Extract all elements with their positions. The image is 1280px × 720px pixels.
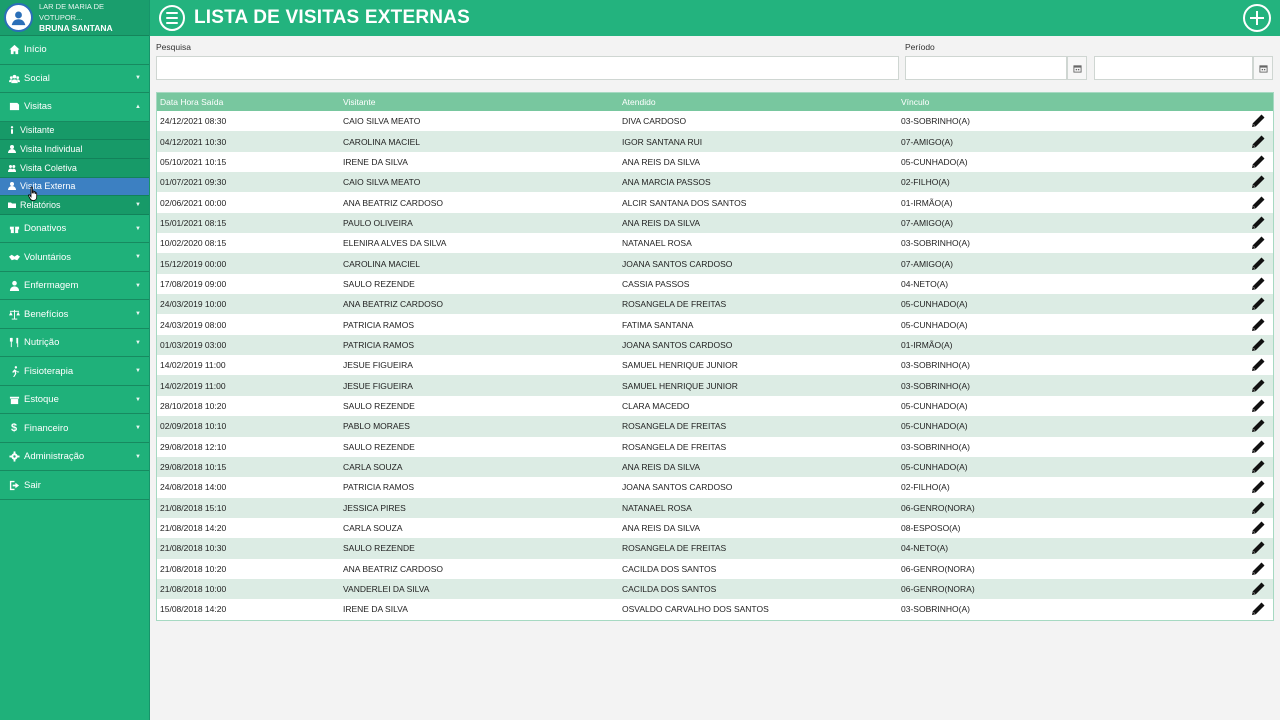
plus-icon [1249, 10, 1265, 26]
sidebar-item-label: Voluntários [24, 251, 72, 263]
edit-button[interactable] [1201, 135, 1273, 149]
sidebar-item-visita-individual[interactable] [0, 140, 149, 159]
page-title: LISTA DE VISITAS EXTERNAS [194, 7, 470, 28]
period-start-calendar-button[interactable] [1067, 56, 1087, 80]
table-row[interactable] [157, 213, 1273, 233]
edit-button[interactable] [1201, 399, 1273, 413]
cell-data-hora-saida: 21/08/2018 10:30 [160, 543, 227, 554]
table-row[interactable] [157, 477, 1273, 497]
cell-visitante: ANA BEATRIZ CARDOSO [343, 299, 443, 310]
hamburger-icon-line [166, 17, 178, 19]
table-row[interactable] [157, 233, 1273, 253]
table-row[interactable] [157, 294, 1273, 314]
sidebar-item-label: Benefícios [24, 308, 69, 320]
chevron-down-icon: ▼ [135, 282, 141, 289]
sidebar-item-label: Estoque [24, 394, 59, 406]
pencil-icon[interactable] [1251, 175, 1265, 189]
search-input[interactable] [156, 56, 899, 80]
pencil-icon[interactable] [1251, 541, 1265, 555]
chevron-down-icon: ▼ [135, 368, 141, 375]
cell-data-hora-saida: 29/08/2018 10:15 [160, 462, 227, 473]
cell-atendido: SAMUEL HENRIQUE JUNIOR [622, 380, 738, 391]
pencil-icon[interactable] [1251, 582, 1265, 596]
sidebar-item-label: Nutrição [24, 337, 60, 349]
sidebar-item-social[interactable] [0, 65, 149, 94]
table-row[interactable] [157, 274, 1273, 294]
cell-visitante: PABLO MORAES [343, 421, 410, 432]
users-icon [7, 73, 21, 84]
table-row[interactable] [157, 396, 1273, 416]
sidebar-item-visita-externa[interactable] [0, 178, 149, 197]
cell-vinculo: 06-GENRO(NORA) [901, 502, 975, 513]
cell-vinculo: 02-FILHO(A) [901, 482, 950, 493]
cell-atendido: IGOR SANTANA RUI [622, 136, 703, 147]
cell-visitante: SAULO REZENDE [343, 400, 415, 411]
pencil-icon[interactable] [1251, 501, 1265, 515]
edit-button[interactable] [1201, 440, 1273, 454]
cell-visitante: ANA BEATRIZ CARDOSO [343, 197, 443, 208]
pencil-icon[interactable] [1251, 521, 1265, 535]
pencil-icon[interactable] [1251, 216, 1265, 230]
cell-vinculo: 06-GENRO(NORA) [901, 563, 975, 574]
cell-vinculo: 05-CUNHADO(A) [901, 319, 968, 330]
table-row[interactable] [157, 253, 1273, 273]
sidebar-menu [0, 36, 149, 500]
cell-atendido: FATIMA SANTANA [622, 319, 694, 330]
cell-data-hora-saida: 01/03/2019 03:00 [160, 339, 227, 350]
sidebar-item-financeiro[interactable] [0, 414, 149, 443]
cell-data-hora-saida: 14/02/2019 11:00 [160, 360, 226, 371]
user-icon [7, 182, 17, 190]
cell-atendido: NATANAEL ROSA [622, 238, 692, 249]
period-start-field[interactable] [905, 56, 1067, 80]
period-end-field[interactable] [1094, 56, 1253, 80]
logo [4, 3, 33, 32]
chevron-down-icon: ▼ [135, 202, 141, 209]
pencil-icon[interactable] [1251, 399, 1265, 413]
cell-atendido: CASSIA PASSOS [622, 278, 690, 289]
cell-vinculo: 03-SOBRINHO(A) [901, 360, 970, 371]
column-header-visitante[interactable]: Visitante [343, 97, 376, 107]
cell-vinculo: 05-CUNHADO(A) [901, 299, 968, 310]
edit-button[interactable] [1201, 155, 1273, 169]
cell-data-hora-saida: 15/12/2019 00:00 [160, 258, 227, 269]
edit-button[interactable] [1201, 114, 1273, 128]
pencil-icon[interactable] [1251, 562, 1265, 576]
periodo-label: Período [905, 42, 935, 52]
cell-visitante: IRENE DA SILVA [343, 156, 408, 167]
cell-visitante: PATRICIA RAMOS [343, 339, 415, 350]
chevron-down-icon: ▼ [135, 339, 141, 346]
cell-data-hora-saida: 02/09/2018 10:10 [160, 421, 227, 432]
cell-vinculo: 03-SOBRINHO(A) [901, 604, 970, 615]
column-header-vinculo[interactable]: Vínculo [901, 97, 930, 107]
table-row[interactable] [157, 335, 1273, 355]
pencil-icon[interactable] [1251, 358, 1265, 372]
pencil-icon[interactable] [1251, 135, 1265, 149]
sidebar-item-label: Visita Individual [20, 144, 83, 155]
sidebar-item-label: Visitante [20, 125, 55, 136]
utensils-icon [7, 337, 21, 348]
balance-scale-icon [7, 309, 21, 320]
cell-atendido: JOANA SANTOS CARDOSO [622, 258, 733, 269]
cell-atendido: ANA REIS DA SILVA [622, 217, 701, 228]
edit-button[interactable] [1201, 175, 1273, 189]
cell-visitante: VANDERLEI DA SILVA [343, 584, 430, 595]
sidebar-item-label: Financeiro [24, 422, 69, 434]
cell-atendido: CLARA MACEDO [622, 400, 690, 411]
cell-data-hora-saida: 24/03/2019 10:00 [160, 299, 227, 310]
pencil-icon[interactable] [1251, 257, 1265, 271]
pencil-icon[interactable] [1251, 602, 1265, 616]
cell-data-hora-saida: 24/12/2021 08:30 [160, 116, 227, 127]
add-button[interactable] [1243, 4, 1271, 32]
table-row[interactable] [157, 131, 1273, 151]
table-row[interactable] [157, 457, 1273, 477]
sidebar-item-label: Administração [24, 451, 85, 463]
cell-visitante: CARLA SOUZA [343, 462, 403, 473]
edit-button[interactable] [1201, 297, 1273, 311]
pencil-icon[interactable] [1251, 480, 1265, 494]
pencil-icon[interactable] [1251, 114, 1265, 128]
pencil-icon[interactable] [1251, 155, 1265, 169]
cell-visitante: SAULO REZENDE [343, 441, 415, 452]
cell-atendido: DIVA CARDOSO [622, 116, 687, 127]
pencil-icon[interactable] [1251, 460, 1265, 474]
cell-vinculo: 03-SOBRINHO(A) [901, 380, 970, 391]
sidebar-item-sair[interactable] [0, 471, 149, 500]
gift-icon [7, 223, 21, 234]
cell-visitante: CARLA SOUZA [343, 523, 403, 534]
cell-atendido: ROSANGELA DE FREITAS [622, 421, 727, 432]
users-icon [7, 164, 17, 172]
cell-atendido: ROSANGELA DE FREITAS [622, 543, 727, 554]
cell-atendido: ROSANGELA DE FREITAS [622, 441, 727, 452]
pencil-icon[interactable] [1251, 419, 1265, 433]
visits-table [156, 92, 1274, 621]
cell-atendido: JOANA SANTOS CARDOSO [622, 482, 733, 493]
cell-data-hora-saida: 24/08/2018 14:00 [160, 482, 227, 493]
hamburger-icon-line [166, 12, 178, 14]
cell-data-hora-saida: 15/08/2018 14:20 [160, 604, 227, 615]
chevron-down-icon: ▼ [135, 311, 141, 318]
user-icon [7, 145, 17, 153]
sidebar-item-donativos[interactable] [0, 215, 149, 244]
table-row[interactable] [157, 111, 1273, 131]
sidebar-item-fisioterapia[interactable] [0, 357, 149, 386]
sidebar-item-label: Fisioterapia [24, 365, 74, 377]
cell-vinculo: 03-SOBRINHO(A) [901, 116, 970, 127]
pencil-icon[interactable] [1251, 440, 1265, 454]
table-row[interactable] [157, 314, 1273, 334]
hamburger-icon-line [166, 22, 178, 24]
cell-vinculo: 01-IRMÃO(A) [901, 197, 953, 208]
gear-icon [7, 451, 21, 462]
cell-visitante: CAROLINA MACIEL [343, 136, 420, 147]
edit-button[interactable] [1201, 602, 1273, 616]
table-row[interactable] [157, 518, 1273, 538]
cell-visitante: JESUE FIGUEIRA [343, 380, 413, 391]
user-name: BRUNA SANTANA [39, 23, 113, 33]
table-row[interactable] [157, 437, 1273, 457]
table-row[interactable] [157, 538, 1273, 558]
sidebar-item-label: Visitas [24, 101, 52, 113]
table-row[interactable] [157, 375, 1273, 395]
edit-button[interactable] [1201, 379, 1273, 393]
chevron-down-icon: ▼ [135, 225, 141, 232]
calendar-icon [1259, 64, 1268, 73]
cell-data-hora-saida: 21/08/2018 10:00 [160, 584, 227, 595]
pencil-icon[interactable] [1251, 318, 1265, 332]
cell-atendido: NATANAEL ROSA [622, 502, 692, 513]
sidebar-item-label: Sair [24, 479, 41, 491]
sidebar [0, 0, 150, 720]
sign-out-icon [7, 480, 21, 491]
cell-atendido: ANA REIS DA SILVA [622, 156, 701, 167]
edit-button[interactable] [1201, 562, 1273, 576]
table-row[interactable] [157, 355, 1273, 375]
sidebar-item-nutricao[interactable] [0, 329, 149, 358]
cell-vinculo: 07-AMIGO(A) [901, 258, 953, 269]
period-end-calendar-button[interactable] [1253, 56, 1273, 80]
cell-vinculo: 04-NETO(A) [901, 543, 949, 554]
edit-button[interactable] [1201, 338, 1273, 352]
cell-atendido: CACILDA DOS SANTOS [622, 563, 717, 574]
table-body [157, 111, 1273, 620]
chevron-down-icon: ▼ [135, 453, 141, 460]
box-icon [7, 394, 21, 405]
cell-data-hora-saida: 02/06/2021 00:00 [160, 197, 227, 208]
table-row[interactable] [157, 416, 1273, 436]
chevron-down-icon: ▼ [135, 75, 141, 82]
sidebar-item-inicio[interactable] [0, 36, 149, 65]
sidebar-item-label: Visita Coletiva [20, 162, 77, 173]
folder-icon [7, 201, 17, 209]
column-header-atendido[interactable]: Atendido [622, 97, 656, 107]
cell-atendido: ALCIR SANTANA DOS SANTOS [622, 197, 747, 208]
pencil-icon[interactable] [1251, 338, 1265, 352]
user-nurse-icon [7, 280, 21, 291]
sidebar-item-administracao[interactable] [0, 443, 149, 472]
org-name: LAR DE MARIA DE VOTUPOR... [39, 2, 105, 22]
edit-button[interactable] [1201, 277, 1273, 291]
cell-visitante: IRENE DA SILVA [343, 604, 408, 615]
table-header [157, 93, 1273, 111]
cell-visitante: ELENIRA ALVES DA SILVA [343, 238, 447, 249]
table-row[interactable] [157, 172, 1273, 192]
cell-visitante: PATRICIA RAMOS [343, 319, 415, 330]
edit-button[interactable] [1201, 419, 1273, 433]
cell-atendido: ROSANGELA DE FREITAS [622, 299, 727, 310]
cell-data-hora-saida: 05/10/2021 10:15 [160, 156, 227, 167]
sidebar-item-label: Início [24, 44, 47, 56]
cell-atendido: ANA MARCIA PASSOS [622, 177, 711, 188]
table-row[interactable] [157, 498, 1273, 518]
cell-visitante: SAULO REZENDE [343, 278, 415, 289]
cell-data-hora-saida: 28/10/2018 10:20 [160, 400, 227, 411]
brand-header [0, 0, 149, 36]
table-row[interactable] [157, 559, 1273, 579]
cell-vinculo: 08-ESPOSO(A) [901, 523, 961, 534]
cell-atendido: SAMUEL HENRIQUE JUNIOR [622, 360, 738, 371]
cell-vinculo: 06-GENRO(NORA) [901, 584, 975, 595]
visitas-submenu [0, 122, 149, 215]
sidebar-item-enfermagem[interactable] [0, 272, 149, 301]
pencil-icon[interactable] [1251, 297, 1265, 311]
cell-data-hora-saida: 01/07/2021 09:30 [160, 177, 227, 188]
dollar-icon: $ [10, 422, 18, 435]
pesquisa-label: Pesquisa [156, 42, 191, 52]
table-row[interactable] [157, 192, 1273, 212]
cell-visitante: CAIO SILVA MEATO [343, 116, 421, 127]
sidebar-item-relatorios[interactable] [0, 196, 149, 215]
hamburger-menu-button[interactable] [159, 5, 185, 31]
cell-vinculo: 05-CUNHADO(A) [901, 421, 968, 432]
cell-data-hora-saida: 04/12/2021 10:30 [160, 136, 227, 147]
sidebar-item-voluntarios[interactable] [0, 243, 149, 272]
sidebar-item-visita-coletiva[interactable] [0, 159, 149, 178]
edit-button[interactable] [1201, 582, 1273, 596]
cell-data-hora-saida: 29/08/2018 12:10 [160, 441, 227, 452]
pencil-icon[interactable] [1251, 196, 1265, 210]
cell-data-hora-saida: 21/08/2018 10:20 [160, 563, 227, 574]
cell-visitante: SAULO REZENDE [343, 543, 415, 554]
cell-atendido: JOANA SANTOS CARDOSO [622, 339, 733, 350]
cell-visitante: CAROLINA MACIEL [343, 258, 420, 269]
edit-button[interactable] [1201, 257, 1273, 271]
chevron-down-icon: ▼ [135, 425, 141, 432]
top-bar [150, 0, 1280, 36]
column-header-data-hora-saida[interactable]: Data Hora Saída [160, 97, 224, 107]
cell-data-hora-saida: 15/01/2021 08:15 [160, 217, 227, 228]
cell-vinculo: 02-FILHO(A) [901, 177, 950, 188]
pencil-icon[interactable] [1251, 379, 1265, 393]
cell-vinculo: 05-CUNHADO(A) [901, 400, 968, 411]
running-icon [7, 366, 21, 377]
cell-data-hora-saida: 10/02/2020 08:15 [160, 238, 227, 249]
cell-vinculo: 01-IRMÃO(A) [901, 339, 953, 350]
sidebar-item-label: Enfermagem [24, 280, 79, 292]
edit-button[interactable] [1201, 196, 1273, 210]
table-row[interactable] [157, 152, 1273, 172]
sidebar-item-label: Visita Externa [20, 181, 76, 192]
cell-atendido: ANA REIS DA SILVA [622, 523, 701, 534]
chevron-down-icon: ▼ [135, 254, 141, 261]
cell-visitante: JESSICA PIRES [343, 502, 406, 513]
cell-data-hora-saida: 14/02/2019 11:00 [160, 380, 226, 391]
table-row[interactable] [157, 579, 1273, 599]
cell-data-hora-saida: 21/08/2018 15:10 [160, 502, 227, 513]
sidebar-item-estoque[interactable] [0, 386, 149, 415]
table-row[interactable] [157, 599, 1273, 619]
cell-visitante: PATRICIA RAMOS [343, 482, 415, 493]
cell-atendido: CACILDA DOS SANTOS [622, 584, 717, 595]
sidebar-item-beneficios[interactable] [0, 300, 149, 329]
calendar-icon [1073, 64, 1082, 73]
cell-data-hora-saida: 17/08/2019 09:00 [160, 278, 227, 289]
cell-vinculo: 05-CUNHADO(A) [901, 462, 968, 473]
edit-button[interactable] [1201, 480, 1273, 494]
edit-button[interactable] [1201, 358, 1273, 372]
handshake-icon [7, 252, 21, 263]
address-card-icon [7, 101, 21, 112]
pencil-icon[interactable] [1251, 277, 1265, 291]
sidebar-item-label: Social [24, 72, 50, 84]
cell-atendido: OSVALDO CARVALHO DOS SANTOS [622, 604, 769, 615]
edit-button[interactable] [1201, 521, 1273, 535]
cell-vinculo: 07-AMIGO(A) [901, 136, 953, 147]
cell-vinculo: 05-CUNHADO(A) [901, 156, 968, 167]
cell-vinculo: 04-NETO(A) [901, 278, 949, 289]
chevron-up-icon: ▲ [135, 103, 141, 110]
edit-button[interactable] [1201, 541, 1273, 555]
sidebar-item-visitas[interactable] [0, 93, 149, 122]
sidebar-item-label: Relatórios [20, 200, 61, 211]
edit-button[interactable] [1201, 501, 1273, 515]
cell-vinculo: 03-SOBRINHO(A) [901, 238, 970, 249]
cell-vinculo: 07-AMIGO(A) [901, 217, 953, 228]
cell-data-hora-saida: 21/08/2018 14:20 [160, 523, 227, 534]
cell-vinculo: 03-SOBRINHO(A) [901, 441, 970, 452]
hand-cursor-icon [28, 186, 40, 202]
cell-data-hora-saida: 24/03/2019 08:00 [160, 319, 227, 330]
cell-visitante: CAIO SILVA MEATO [343, 177, 421, 188]
cell-visitante: PAULO OLIVEIRA [343, 217, 413, 228]
cell-atendido: ANA REIS DA SILVA [622, 462, 701, 473]
sidebar-item-visitante[interactable] [0, 122, 149, 141]
home-icon [7, 44, 21, 55]
sidebar-item-label: Donativos [24, 223, 67, 235]
edit-button[interactable] [1201, 216, 1273, 230]
person-icon [7, 126, 17, 134]
edit-button[interactable] [1201, 318, 1273, 332]
cell-visitante: ANA BEATRIZ CARDOSO [343, 563, 443, 574]
pencil-icon[interactable] [1251, 236, 1265, 250]
edit-button[interactable] [1201, 236, 1273, 250]
cell-visitante: JESUE FIGUEIRA [343, 360, 413, 371]
edit-button[interactable] [1201, 460, 1273, 474]
chevron-down-icon: ▼ [135, 396, 141, 403]
